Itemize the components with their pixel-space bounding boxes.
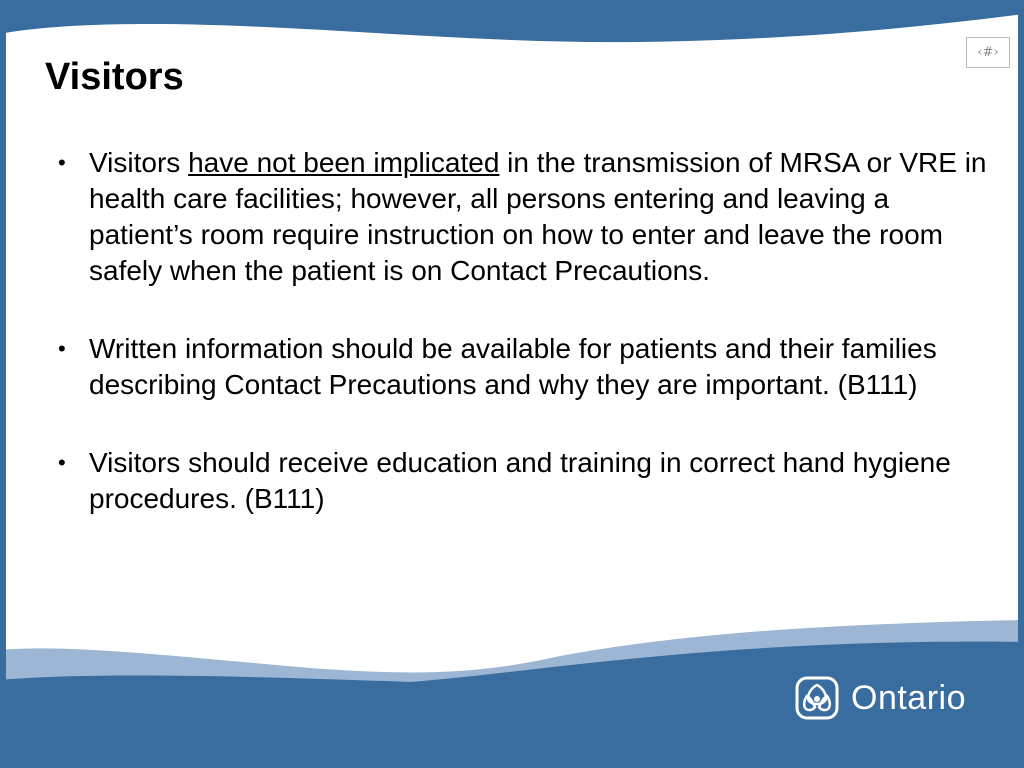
bullet-dot: • xyxy=(58,336,66,361)
bullet-item-3 xyxy=(58,445,998,517)
bullet-1-text-before: Visitors xyxy=(89,147,189,178)
bullet-list xyxy=(58,145,998,559)
slide-number-placeholder: ‹#› xyxy=(966,37,1010,68)
ontario-logo xyxy=(795,675,966,721)
bullet-1-text-after: in the transmission of MRSA or VRE in health care facilities; however, all persons entering and leaving a patient’s room require instruction on how to enter and leave the room safely when the patient is on Contact Precautions. xyxy=(89,147,987,286)
bullet-1-underlined-text: have not been implicated xyxy=(188,147,500,178)
bullet-dot: • xyxy=(58,450,66,475)
bullet-item-1 xyxy=(58,145,998,289)
top-wave-banner xyxy=(0,0,1024,50)
bullet-3-text: Visitors should receive education and training in correct hand hygiene procedures. (B111) xyxy=(89,447,951,514)
bullet-2-text: Written information should be available for patients and their families describing Contact Precautions and why they are important. (B111) xyxy=(89,333,937,400)
logo-text: Ontario xyxy=(851,679,966,717)
slide-title: Visitors xyxy=(45,56,184,98)
trillium-icon xyxy=(795,676,839,720)
bullet-dot: • xyxy=(58,150,66,175)
bullet-item-2 xyxy=(58,331,998,403)
